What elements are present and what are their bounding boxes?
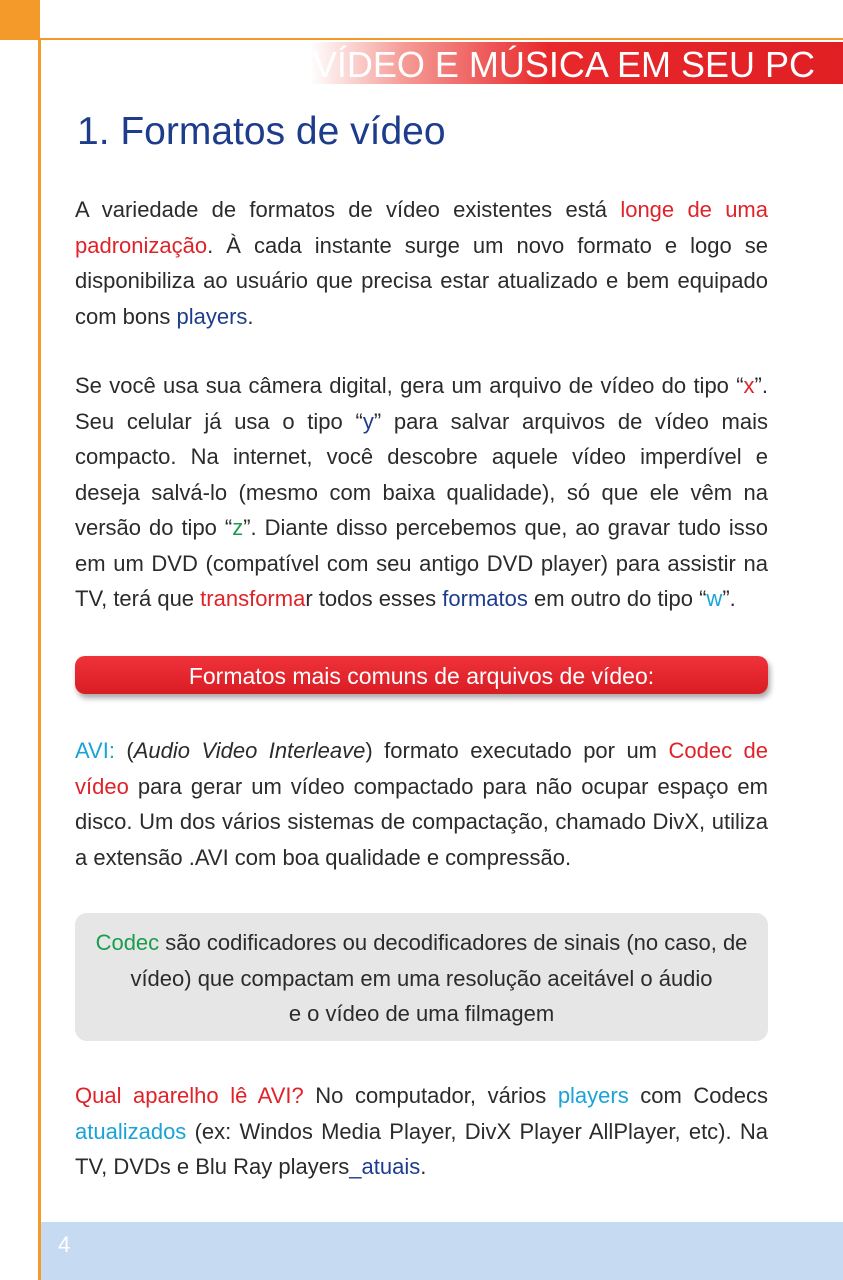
- section-header-title: VÍDEO E MÚSICA EM SEU PC: [312, 44, 815, 85]
- avi-full-name: Audio Video Interleave: [133, 738, 366, 763]
- type-x: x: [743, 373, 755, 398]
- section-bar-video-formats: Formatos mais comuns de arquivos de vídeo:: [75, 656, 768, 694]
- avi-label: AVI:: [75, 738, 115, 763]
- footer-band: [41, 1222, 843, 1280]
- highlight-codec-video: Codec de vídeo: [75, 738, 768, 799]
- section-header-banner: [310, 42, 843, 84]
- page-number: 4: [58, 1232, 71, 1257]
- question-paragraph: Qual aparelho lê AVI? No computador, vários players com Codecs atualizados (ex: Windos Media Player, DivX Player AllPlayer, etc). Na TV, DVDs e Blu Ray players_atuais.: [75, 1083, 768, 1179]
- highlight-transforma: transforma: [200, 586, 306, 611]
- margin-rule-vertical: [38, 38, 41, 1280]
- avi-paragraph: AVI: (Audio Video Interleave) formato executado por um Codec de vídeo para gerar um vídeo compactado para não ocupar espaço em disco. Um dos vários sistemas de compactação, chamado DivX, utiliza a extensão .AVI com boa qualidade e compressão.: [75, 738, 768, 870]
- highlight-atualizados: atualizados: [75, 1118, 187, 1144]
- corner-accent: [0, 0, 40, 40]
- highlight-players-2: players: [557, 1083, 629, 1108]
- type-z: z: [232, 515, 244, 540]
- type-y: y: [362, 408, 374, 434]
- margin-rule-horizontal: [38, 38, 843, 40]
- type-w: w: [706, 586, 723, 611]
- example-paragraph: Se você usa sua câmera digital, gera um arquivo de vídeo do tipo “x”. Seu celular já usa o tipo “y” para salvar arquivos de vídeo mais compacto. Na internet, você descobre aquele vídeo imperdível e deseja salvá-lo (mesmo com baixa qualidade), só que ele vêm na versão do tipo “z”. Diante disso percebemos que, ao gravar tudo isso em um DVD (compatível com seu antigo DVD player) para assistir na TV, terá que transformar todos esses formatos em outro do tipo “w”.: [75, 373, 768, 611]
- question-heading: Qual aparelho lê AVI?: [75, 1083, 304, 1108]
- codec-definition-text: Codec são codificadores ou decodificadores de sinais (no caso, de vídeo) que compactam em uma resolução aceitável o áudio e o vídeo de uma filmagem: [95, 930, 748, 1026]
- highlight-formatos: formatos: [442, 586, 528, 611]
- page-title: 1. Formatos de vídeo: [77, 110, 446, 153]
- codec-definition-box: [75, 913, 768, 1041]
- codec-term: Codec: [95, 930, 160, 955]
- highlight-atuais: _atuais: [349, 1154, 421, 1179]
- highlight-padronizacao: longe de uma padronização: [75, 197, 768, 258]
- intro-paragraph: A variedade de formatos de vídeo existentes está longe de uma padronização. À cada instante surge um novo formato e logo se disponibiliza ao usuário que precisa estar atualizado e bem equipado com bons players.: [75, 197, 768, 329]
- highlight-players: players: [176, 303, 248, 329]
